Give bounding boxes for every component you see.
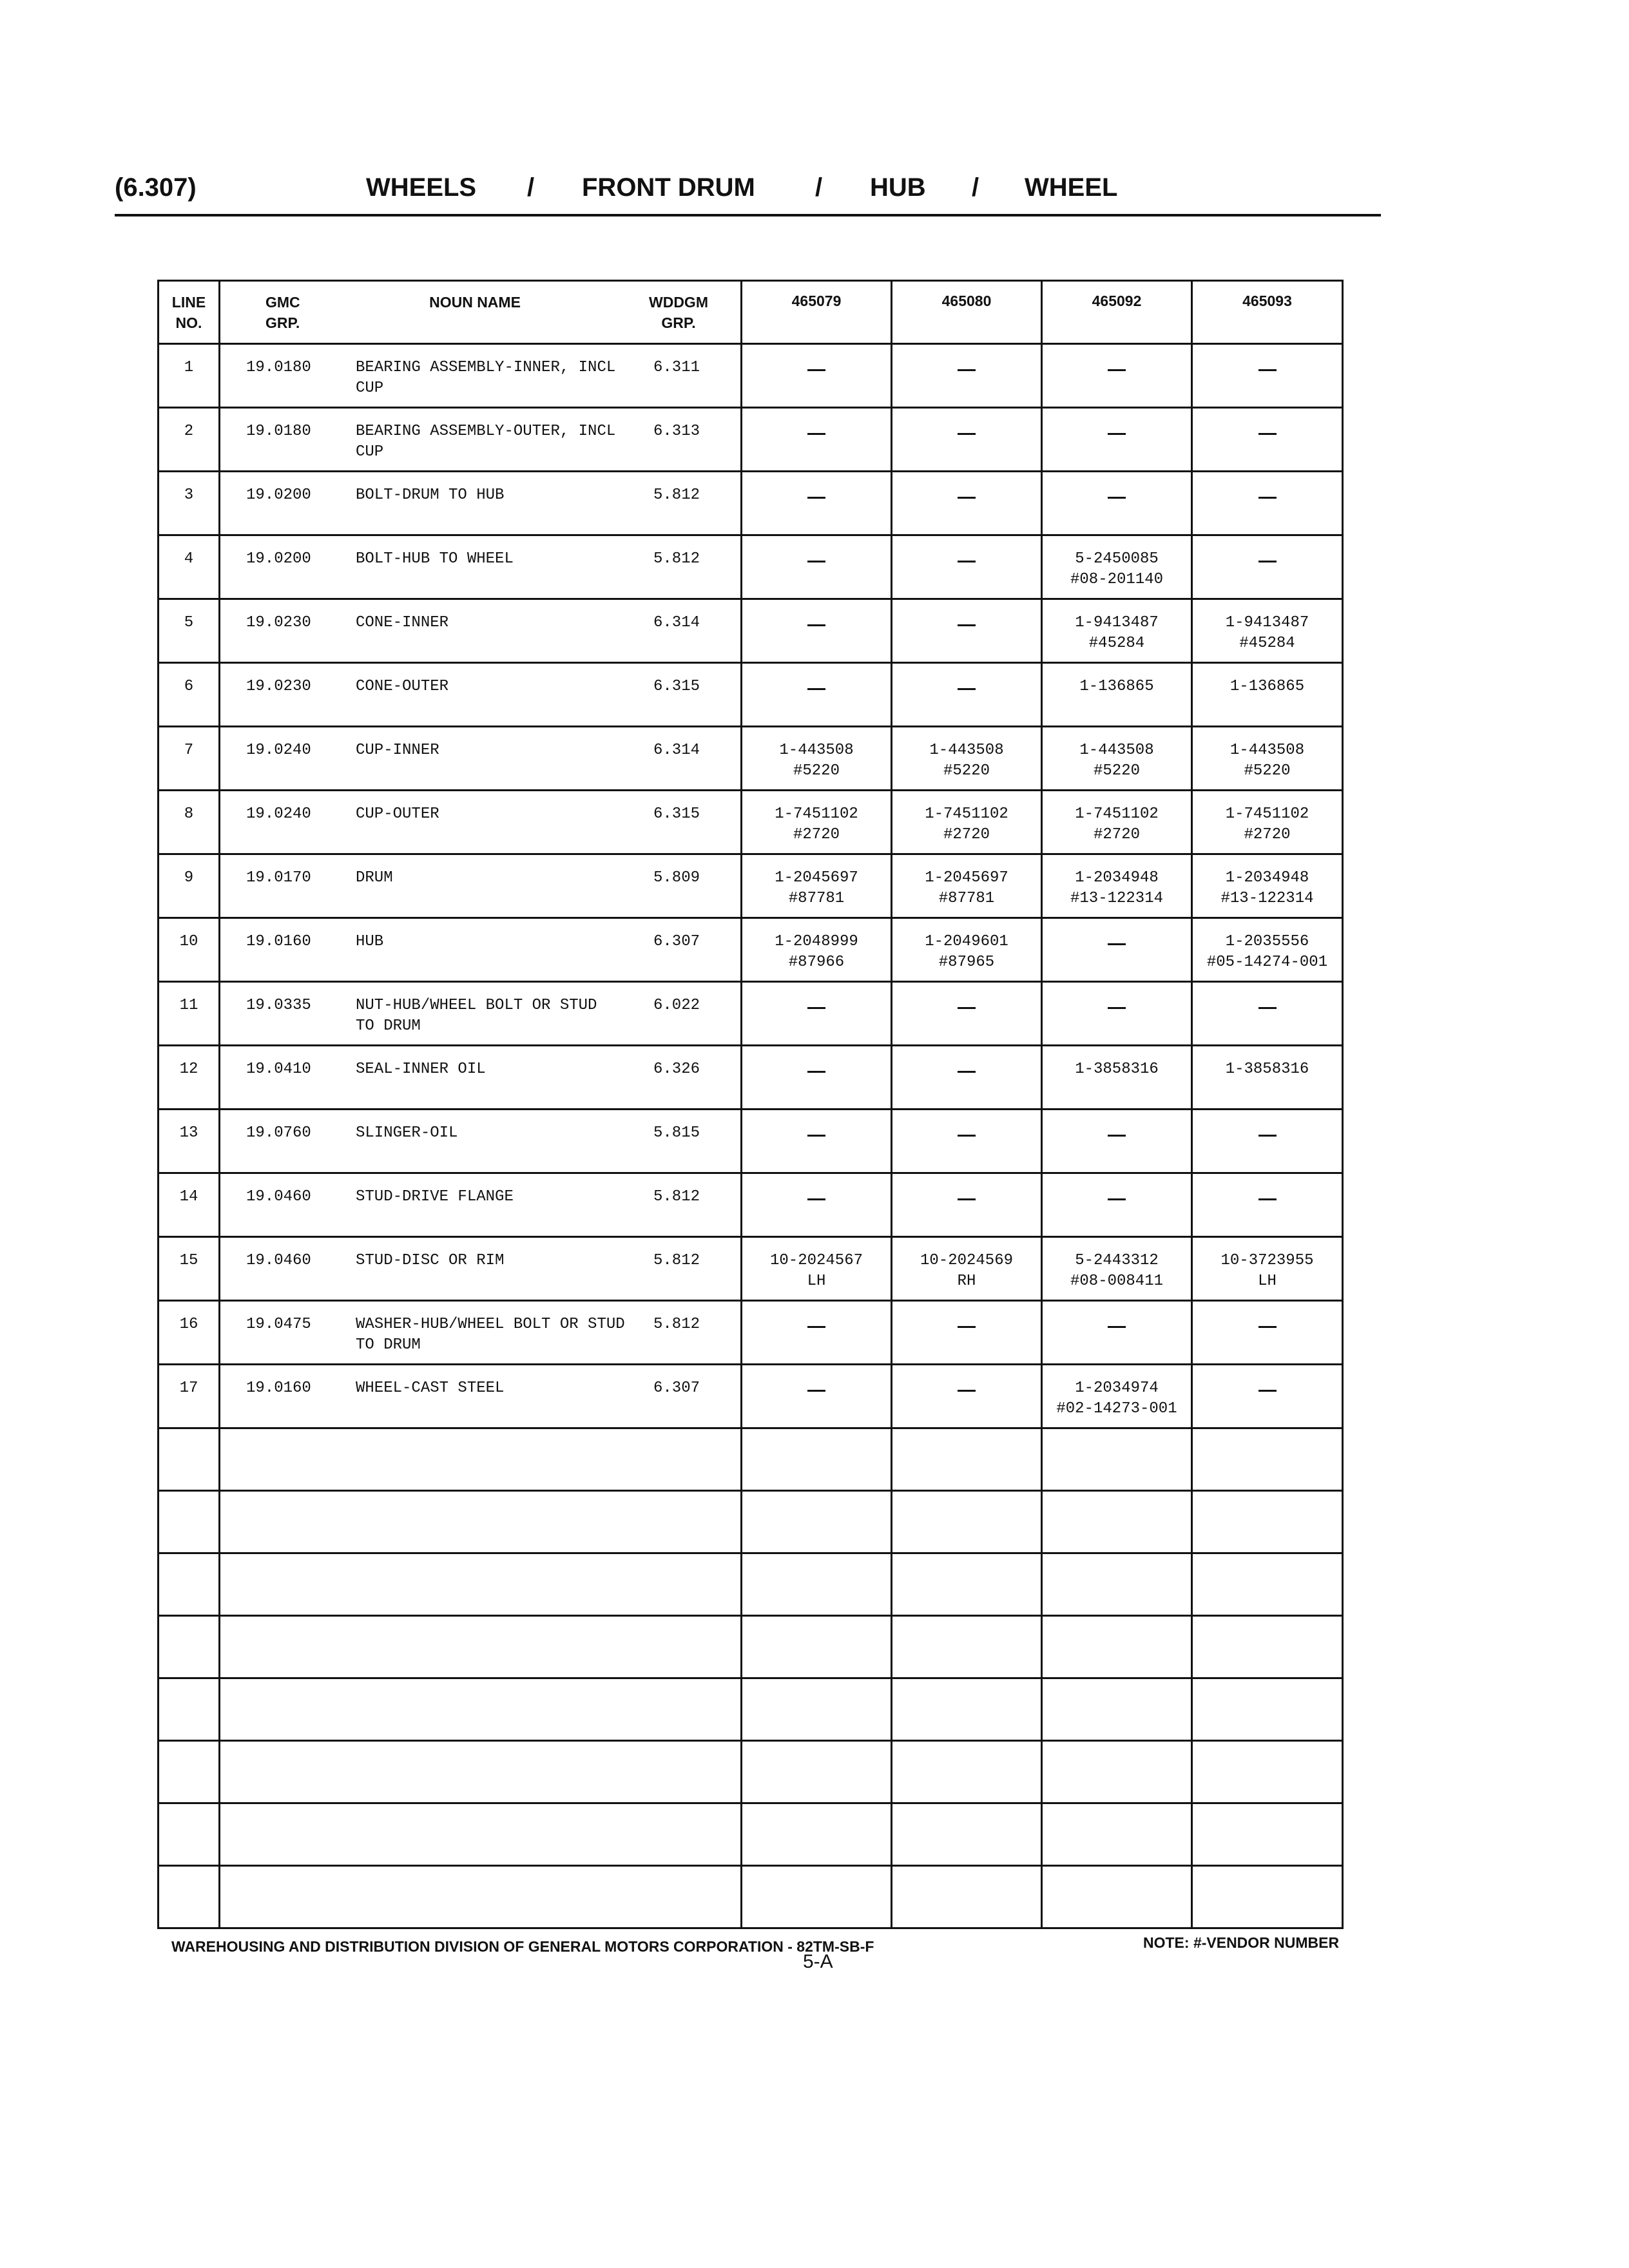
- dash-mark: [807, 688, 825, 690]
- wddgm-grp: 6.311: [653, 359, 700, 376]
- empty-cell: [220, 1616, 742, 1678]
- table-row: [159, 982, 1343, 1046]
- line-number: 2: [159, 408, 220, 472]
- empty-cell: [220, 1741, 742, 1803]
- empty-cell: [742, 1616, 892, 1678]
- empty-cell: [742, 1866, 892, 1928]
- description-cell: [220, 535, 742, 599]
- part-number-cell: [1042, 1173, 1192, 1237]
- part-number-cell: [892, 1110, 1042, 1173]
- part-number-cell: 1-9413487 #45284: [1192, 599, 1343, 663]
- empty-cell: [159, 1803, 220, 1866]
- part-number-cell: 1-2035556 #05-14274-001: [1192, 918, 1343, 982]
- gmc-grp: 19.0240: [246, 805, 311, 823]
- part-number-cell: 1-2034948 #13-122314: [1192, 854, 1343, 918]
- noun-name: WASHER-HUB/WHEEL BOLT OR STUD TO DRUM: [356, 1316, 625, 1354]
- dash-mark: [807, 561, 825, 562]
- gmc-grp: 19.0160: [246, 1379, 311, 1397]
- part-number-cell: [742, 344, 892, 408]
- header-gmc-grp: GMC GRP.: [265, 294, 300, 331]
- dash-mark: [807, 1071, 825, 1073]
- wddgm-grp: 6.022: [653, 997, 700, 1014]
- empty-cell: [159, 1491, 220, 1553]
- table-body: [159, 344, 1343, 1928]
- empty-cell: [220, 1553, 742, 1616]
- empty-cell: [1042, 1866, 1192, 1928]
- description-cell: [220, 599, 742, 663]
- empty-cell: [1192, 1553, 1343, 1616]
- wddgm-grp: 5.812: [653, 550, 700, 568]
- part-number-cell: 5-2443312 #08-008411: [1042, 1237, 1192, 1301]
- dash-mark: [1258, 497, 1277, 499]
- part-number-cell: [892, 472, 1042, 535]
- header-noun-name: NOUN NAME: [429, 294, 521, 311]
- noun-name: DRUM: [356, 869, 393, 887]
- part-number-cell: 5-2450085 #08-201140: [1042, 535, 1192, 599]
- empty-cell: [892, 1678, 1042, 1741]
- empty-cell: [1042, 1741, 1192, 1803]
- part-number-cell: [892, 344, 1042, 408]
- table-header-row: [159, 281, 1343, 344]
- description-cell: [220, 854, 742, 918]
- footer-division: WAREHOUSING AND DISTRIBUTION DIVISION OF GENERAL MOTORS CORPORATION - 82TM-SB-F: [171, 1938, 874, 1955]
- part-number-cell: [1042, 982, 1192, 1046]
- description-cell: [220, 408, 742, 472]
- dash-mark: [958, 1071, 976, 1073]
- dash-mark: [958, 561, 976, 562]
- empty-cell: [1042, 1553, 1192, 1616]
- dash-mark: [958, 1326, 976, 1328]
- empty-cell: [1042, 1803, 1192, 1866]
- part-number-cell: [1192, 982, 1343, 1046]
- line-number: 7: [159, 727, 220, 791]
- table-row: [159, 854, 1343, 918]
- line-number: 6: [159, 663, 220, 727]
- part-number-cell: [892, 982, 1042, 1046]
- empty-row: [159, 1866, 1343, 1928]
- description-cell: [220, 791, 742, 854]
- wddgm-grp: 6.314: [653, 742, 700, 759]
- description-cell: [220, 727, 742, 791]
- wddgm-grp: 5.812: [653, 1188, 700, 1206]
- empty-row: [159, 1803, 1343, 1866]
- part-number-cell: [892, 1301, 1042, 1365]
- part-number-cell: 1-2049601 #87965: [892, 918, 1042, 982]
- title-separator: /: [972, 173, 979, 202]
- line-number: 11: [159, 982, 220, 1046]
- header-model: 465080: [892, 281, 1042, 344]
- line-number: 4: [159, 535, 220, 599]
- gmc-grp: 19.0460: [246, 1252, 311, 1269]
- part-number-cell: [1192, 472, 1343, 535]
- table-row: [159, 344, 1343, 408]
- part-number-cell: [1042, 1110, 1192, 1173]
- line-number: 16: [159, 1301, 220, 1365]
- noun-name: BEARING ASSEMBLY-OUTER, INCL CUP: [356, 423, 616, 461]
- part-number-cell: 1-443508 #5220: [1192, 727, 1343, 791]
- description-cell: [220, 663, 742, 727]
- empty-cell: [159, 1616, 220, 1678]
- noun-name: CUP-OUTER: [356, 805, 439, 823]
- wddgm-grp: 5.812: [653, 486, 700, 504]
- dash-mark: [807, 624, 825, 626]
- noun-name: SLINGER-OIL: [356, 1124, 458, 1142]
- noun-name: STUD-DISC OR RIM: [356, 1252, 505, 1269]
- title-separator: /: [527, 173, 535, 202]
- wddgm-grp: 6.307: [653, 933, 700, 950]
- description-cell: [220, 982, 742, 1046]
- wddgm-grp: 6.315: [653, 805, 700, 823]
- part-number-cell: [742, 1046, 892, 1110]
- part-number-cell: [1042, 918, 1192, 982]
- dash-mark: [1258, 1007, 1277, 1009]
- gmc-grp: 19.0180: [246, 359, 311, 376]
- footer-note: NOTE: #-VENDOR NUMBER: [1143, 1934, 1340, 1951]
- part-number-cell: [1192, 535, 1343, 599]
- part-number-cell: [892, 1173, 1042, 1237]
- empty-row: [159, 1678, 1343, 1741]
- title-separator: /: [815, 173, 823, 202]
- empty-cell: [742, 1678, 892, 1741]
- gmc-grp: 19.0180: [246, 423, 311, 440]
- table-row: [159, 1237, 1343, 1301]
- title-hub: HUB: [870, 173, 926, 202]
- table-row: [159, 727, 1343, 791]
- dash-mark: [1108, 433, 1126, 435]
- description-cell: [220, 472, 742, 535]
- empty-cell: [1192, 1866, 1343, 1928]
- line-number: 12: [159, 1046, 220, 1110]
- part-number-cell: 1-2048999 #87966: [742, 918, 892, 982]
- line-number: 1: [159, 344, 220, 408]
- line-number: 13: [159, 1110, 220, 1173]
- line-number: 17: [159, 1365, 220, 1428]
- noun-name: BOLT-DRUM TO HUB: [356, 486, 505, 504]
- part-number-cell: [1192, 344, 1343, 408]
- wddgm-grp: 5.812: [653, 1252, 700, 1269]
- wddgm-grp: 6.315: [653, 678, 700, 695]
- part-number-cell: 10-3723955 LH: [1192, 1237, 1343, 1301]
- gmc-grp: 19.0335: [246, 997, 311, 1014]
- description-cell: [220, 1110, 742, 1173]
- empty-row: [159, 1616, 1343, 1678]
- line-number: 15: [159, 1237, 220, 1301]
- dash-mark: [958, 1390, 976, 1392]
- part-number-cell: 1-136865: [1192, 663, 1343, 727]
- wddgm-grp: 5.809: [653, 869, 700, 887]
- empty-cell: [220, 1866, 742, 1928]
- empty-cell: [892, 1428, 1042, 1491]
- empty-cell: [220, 1491, 742, 1553]
- empty-cell: [892, 1491, 1042, 1553]
- dash-mark: [1108, 497, 1126, 499]
- header-model: 465079: [742, 281, 892, 344]
- part-number-cell: 1-2045697 #87781: [742, 854, 892, 918]
- part-number-cell: [892, 599, 1042, 663]
- part-number-cell: 1-9413487 #45284: [1042, 599, 1192, 663]
- part-number-cell: [1042, 472, 1192, 535]
- empty-cell: [1042, 1616, 1192, 1678]
- part-number-cell: [742, 599, 892, 663]
- description-cell: [220, 1046, 742, 1110]
- part-number-cell: [892, 663, 1042, 727]
- empty-cell: [892, 1616, 1042, 1678]
- gmc-grp: 19.0230: [246, 614, 311, 631]
- parts-table: [157, 280, 1344, 1929]
- noun-name: CONE-INNER: [356, 614, 449, 631]
- dash-mark: [958, 433, 976, 435]
- part-number-cell: 1-443508 #5220: [892, 727, 1042, 791]
- empty-cell: [159, 1678, 220, 1741]
- dash-mark: [1108, 1007, 1126, 1009]
- part-number-cell: [742, 408, 892, 472]
- header-wddgm-grp: WDDGM GRP.: [649, 294, 708, 331]
- dash-mark: [958, 369, 976, 371]
- dash-mark: [1258, 561, 1277, 562]
- table-row: [159, 1365, 1343, 1428]
- description-cell: [220, 1237, 742, 1301]
- empty-cell: [892, 1553, 1042, 1616]
- description-cell: [220, 344, 742, 408]
- part-number-cell: [1192, 1301, 1343, 1365]
- table-row: [159, 1046, 1343, 1110]
- part-number-cell: 1-2034948 #13-122314: [1042, 854, 1192, 918]
- dash-mark: [807, 1326, 825, 1328]
- dash-mark: [1108, 1198, 1126, 1200]
- page-header: [115, 164, 1381, 217]
- noun-name: STUD-DRIVE FLANGE: [356, 1188, 514, 1206]
- gmc-grp: 19.0460: [246, 1188, 311, 1206]
- empty-cell: [1192, 1491, 1343, 1553]
- empty-cell: [892, 1866, 1042, 1928]
- part-number-cell: [1042, 344, 1192, 408]
- table-row: [159, 535, 1343, 599]
- empty-cell: [1042, 1678, 1192, 1741]
- wddgm-grp: 6.314: [653, 614, 700, 631]
- empty-cell: [742, 1491, 892, 1553]
- dash-mark: [958, 688, 976, 690]
- table-row: [159, 1173, 1343, 1237]
- part-number-cell: 1-7451102 #2720: [892, 791, 1042, 854]
- part-number-cell: [742, 982, 892, 1046]
- table-row: [159, 599, 1343, 663]
- gmc-grp: 19.0200: [246, 486, 311, 504]
- noun-name: WHEEL-CAST STEEL: [356, 1379, 505, 1397]
- gmc-grp: 19.0240: [246, 742, 311, 759]
- empty-cell: [1192, 1678, 1343, 1741]
- part-number-cell: [742, 1173, 892, 1237]
- dash-mark: [1258, 1390, 1277, 1392]
- part-number-cell: [892, 1365, 1042, 1428]
- dash-mark: [1108, 1135, 1126, 1137]
- line-number: 3: [159, 472, 220, 535]
- part-number-cell: [892, 408, 1042, 472]
- part-number-cell: 1-2045697 #87781: [892, 854, 1042, 918]
- part-number-cell: [1192, 408, 1343, 472]
- gmc-grp: 19.0170: [246, 869, 311, 887]
- dash-mark: [807, 433, 825, 435]
- table-row: [159, 791, 1343, 854]
- part-number-cell: 10-2024567 LH: [742, 1237, 892, 1301]
- header-model: 465092: [1042, 281, 1192, 344]
- table-row: [159, 408, 1343, 472]
- gmc-grp: 19.0200: [246, 550, 311, 568]
- part-number-cell: [742, 535, 892, 599]
- part-number-cell: [1042, 1301, 1192, 1365]
- title-front-drum: FRONT DRUM: [582, 173, 755, 202]
- dash-mark: [958, 1198, 976, 1200]
- part-number-cell: [742, 1301, 892, 1365]
- title-wheels: WHEELS: [366, 173, 477, 202]
- part-number-cell: 1-7451102 #2720: [1042, 791, 1192, 854]
- dash-mark: [958, 1007, 976, 1009]
- gmc-grp: 19.0475: [246, 1316, 311, 1333]
- noun-name: SEAL-INNER OIL: [356, 1061, 486, 1078]
- empty-cell: [1192, 1741, 1343, 1803]
- table-row: [159, 472, 1343, 535]
- empty-cell: [1192, 1616, 1343, 1678]
- empty-cell: [892, 1803, 1042, 1866]
- wddgm-grp: 5.815: [653, 1124, 700, 1142]
- empty-row: [159, 1553, 1343, 1616]
- dash-mark: [807, 1135, 825, 1137]
- dash-mark: [958, 624, 976, 626]
- table-row: [159, 1110, 1343, 1173]
- part-number-cell: 1-443508 #5220: [1042, 727, 1192, 791]
- noun-name: CONE-OUTER: [356, 678, 449, 695]
- dash-mark: [1258, 1198, 1277, 1200]
- header-rule: [115, 214, 1381, 216]
- part-number-cell: [742, 1365, 892, 1428]
- part-number-cell: 1-3858316: [1192, 1046, 1343, 1110]
- dash-mark: [1258, 369, 1277, 371]
- description-cell: [220, 1301, 742, 1365]
- header-model: 465093: [1192, 281, 1343, 344]
- empty-row: [159, 1741, 1343, 1803]
- part-number-cell: [742, 1110, 892, 1173]
- title-wheel: WHEEL: [1025, 173, 1118, 202]
- dash-mark: [807, 1007, 825, 1009]
- page-number: 5-A: [803, 1951, 833, 1972]
- empty-cell: [1192, 1803, 1343, 1866]
- line-number: 5: [159, 599, 220, 663]
- empty-cell: [220, 1678, 742, 1741]
- wddgm-grp: 6.313: [653, 423, 700, 440]
- part-number-cell: 1-3858316: [1042, 1046, 1192, 1110]
- empty-cell: [742, 1803, 892, 1866]
- dash-mark: [807, 369, 825, 371]
- dash-mark: [958, 1135, 976, 1137]
- part-number-cell: 1-443508 #5220: [742, 727, 892, 791]
- wddgm-grp: 6.326: [653, 1061, 700, 1078]
- dash-mark: [807, 497, 825, 499]
- part-number-cell: 1-2034974 #02-14273-001: [1042, 1365, 1192, 1428]
- empty-cell: [159, 1741, 220, 1803]
- section-code: (6.307): [115, 173, 197, 202]
- part-number-cell: [1192, 1110, 1343, 1173]
- empty-cell: [742, 1428, 892, 1491]
- part-number-cell: 1-7451102 #2720: [742, 791, 892, 854]
- empty-cell: [742, 1553, 892, 1616]
- dash-mark: [1108, 943, 1126, 945]
- part-number-cell: [1192, 1173, 1343, 1237]
- part-number-cell: 1-136865: [1042, 663, 1192, 727]
- dash-mark: [1258, 1135, 1277, 1137]
- empty-cell: [1042, 1491, 1192, 1553]
- gmc-grp: 19.0230: [246, 678, 311, 695]
- wddgm-grp: 6.307: [653, 1379, 700, 1397]
- noun-name: BOLT-HUB TO WHEEL: [356, 550, 514, 568]
- part-number-cell: [1192, 1365, 1343, 1428]
- empty-cell: [159, 1553, 220, 1616]
- table-row: [159, 1301, 1343, 1365]
- noun-name: HUB: [356, 933, 384, 950]
- dash-mark: [1258, 433, 1277, 435]
- wddgm-grp: 5.812: [653, 1316, 700, 1333]
- table-row: [159, 918, 1343, 982]
- empty-cell: [220, 1428, 742, 1491]
- empty-row: [159, 1428, 1343, 1491]
- dash-mark: [807, 1198, 825, 1200]
- part-number-cell: [742, 472, 892, 535]
- dash-mark: [1258, 1326, 1277, 1328]
- dash-mark: [807, 1390, 825, 1392]
- description-cell: [220, 918, 742, 982]
- gmc-grp: 19.0410: [246, 1061, 311, 1078]
- part-number-cell: [892, 1046, 1042, 1110]
- empty-cell: [159, 1428, 220, 1491]
- dash-mark: [1108, 1326, 1126, 1328]
- line-number: 8: [159, 791, 220, 854]
- description-cell: [220, 1173, 742, 1237]
- line-number: 10: [159, 918, 220, 982]
- part-number-cell: [1042, 408, 1192, 472]
- line-number: 14: [159, 1173, 220, 1237]
- noun-name: BEARING ASSEMBLY-INNER, INCL CUP: [356, 359, 616, 397]
- header-description: [220, 281, 742, 344]
- description-cell: [220, 1365, 742, 1428]
- noun-name: CUP-INNER: [356, 742, 439, 759]
- header-line-no: LINE NO.: [159, 281, 220, 344]
- line-number: 9: [159, 854, 220, 918]
- table-row: [159, 663, 1343, 727]
- part-number-cell: [742, 663, 892, 727]
- empty-cell: [159, 1866, 220, 1928]
- dash-mark: [958, 497, 976, 499]
- dash-mark: [1108, 369, 1126, 371]
- empty-cell: [220, 1803, 742, 1866]
- part-number-cell: 10-2024569 RH: [892, 1237, 1042, 1301]
- part-number-cell: 1-7451102 #2720: [1192, 791, 1343, 854]
- gmc-grp: 19.0760: [246, 1124, 311, 1142]
- noun-name: NUT-HUB/WHEEL BOLT OR STUD TO DRUM: [356, 997, 597, 1035]
- gmc-grp: 19.0160: [246, 933, 311, 950]
- part-number-cell: [892, 535, 1042, 599]
- empty-row: [159, 1491, 1343, 1553]
- empty-cell: [1042, 1428, 1192, 1491]
- empty-cell: [1192, 1428, 1343, 1491]
- empty-cell: [742, 1741, 892, 1803]
- empty-cell: [892, 1741, 1042, 1803]
